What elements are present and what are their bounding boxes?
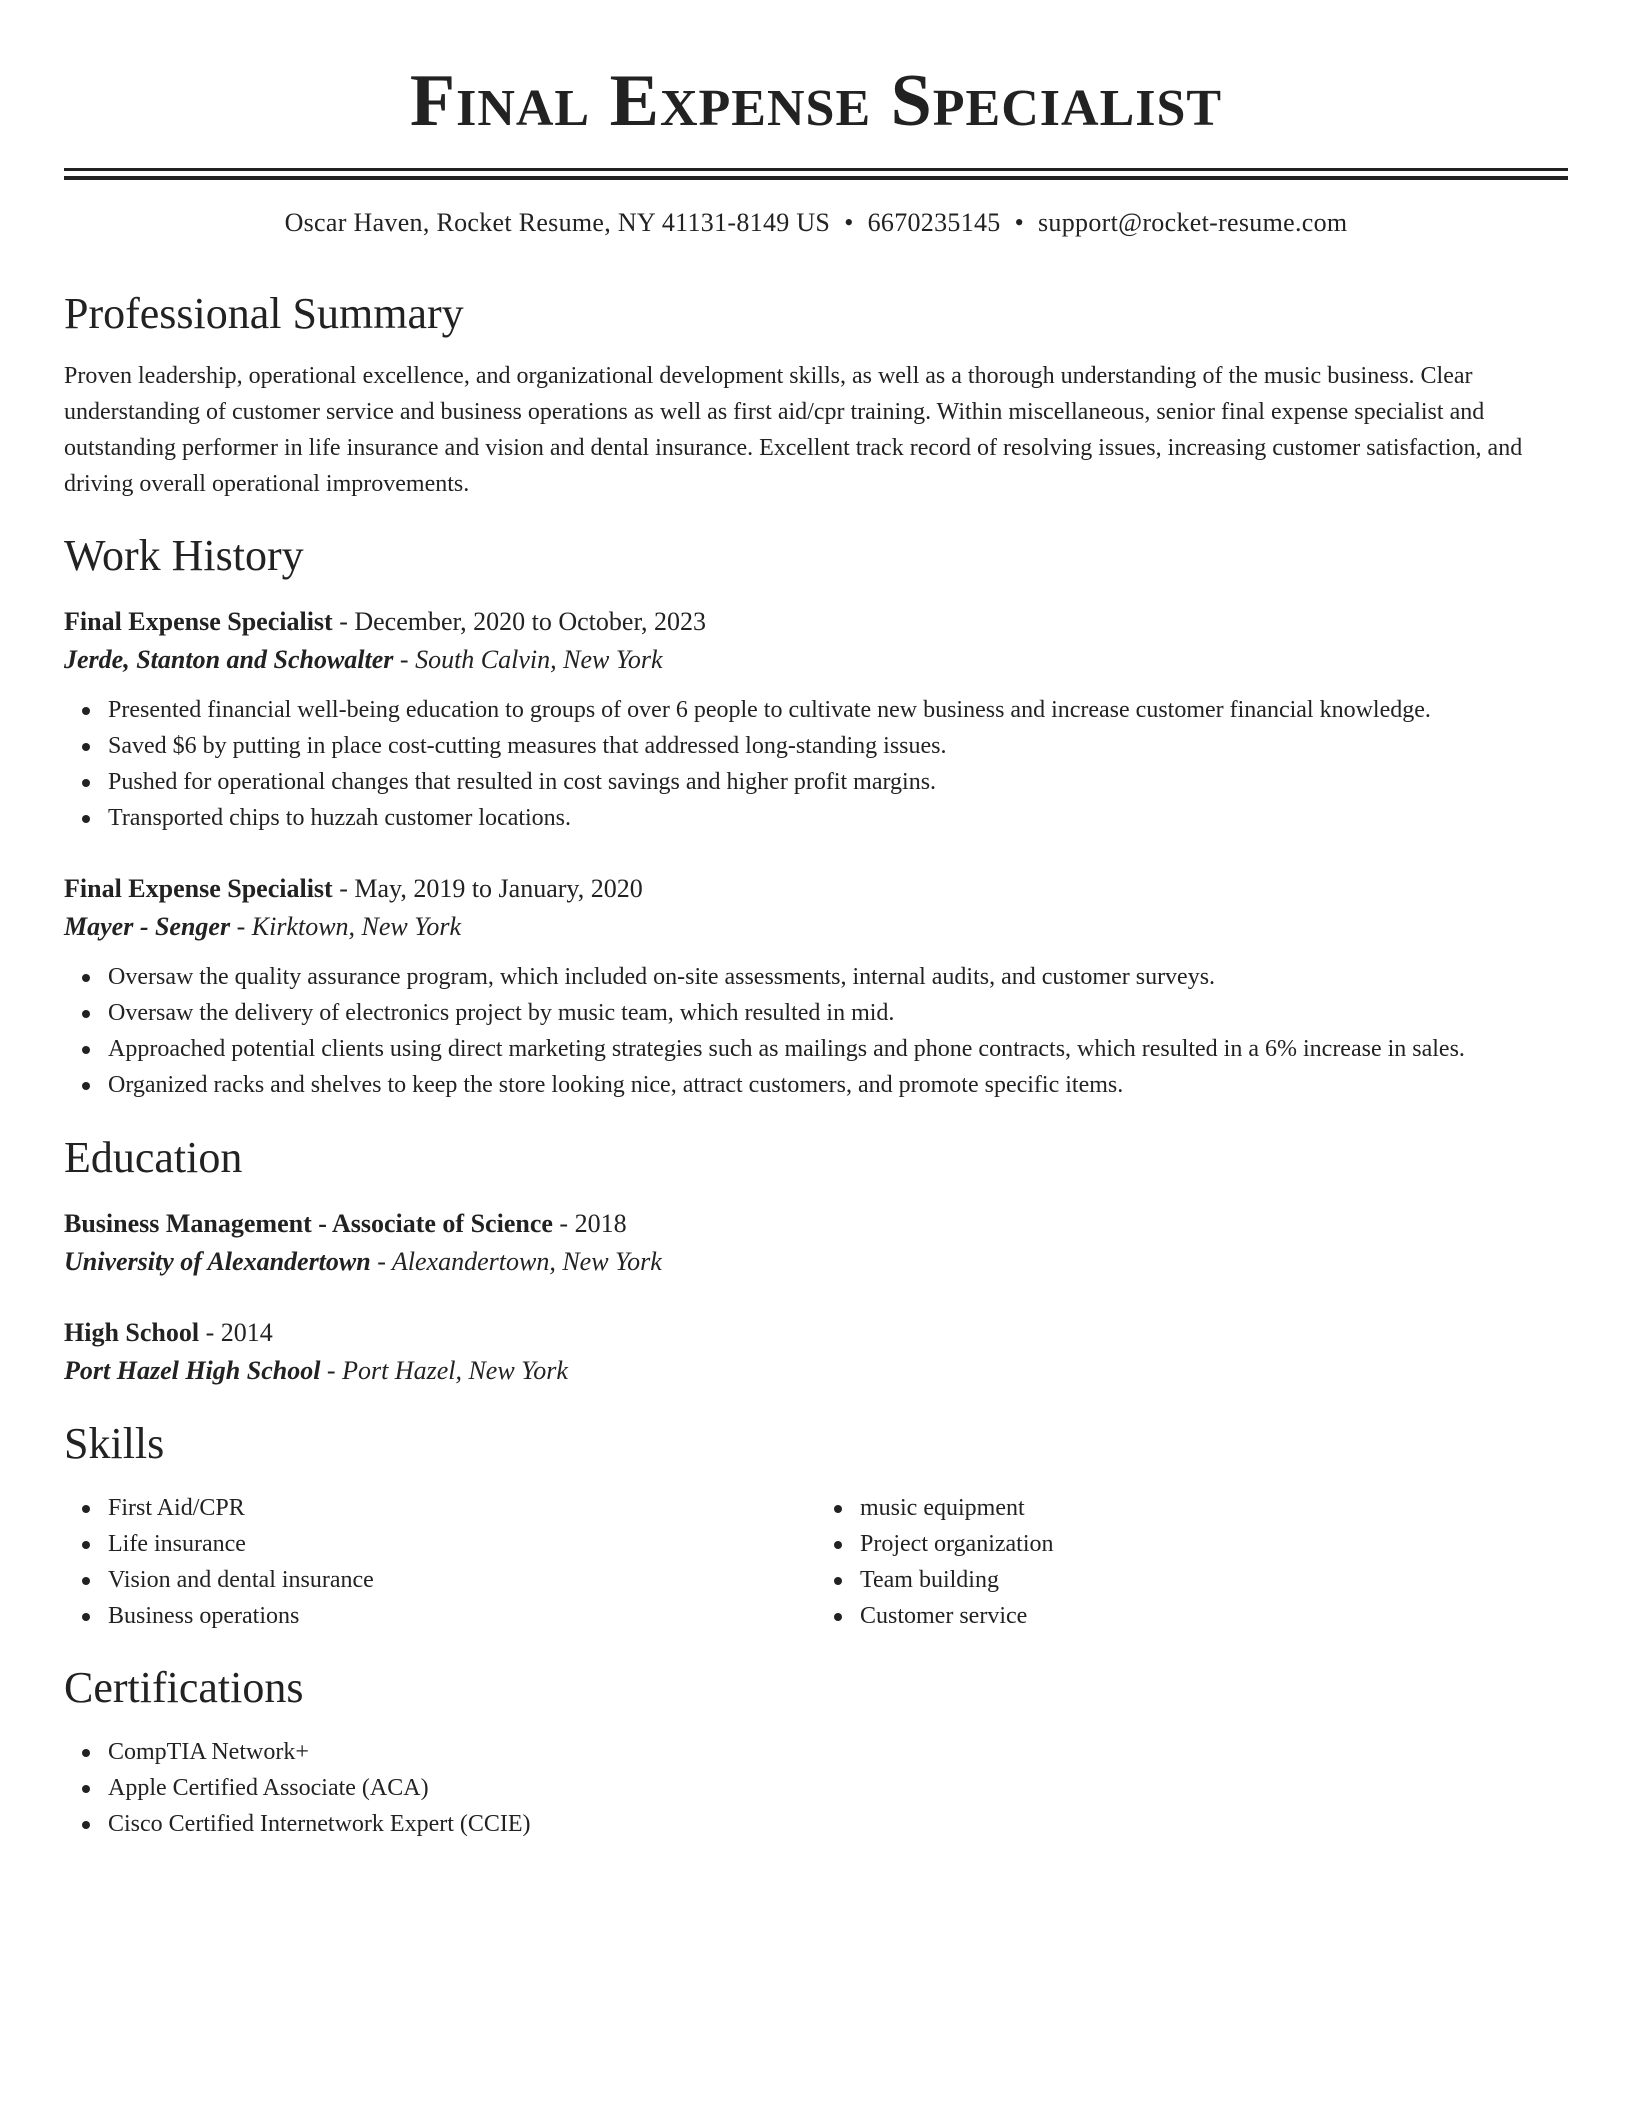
job-location: - Kirktown, New York bbox=[230, 912, 461, 941]
job-dates: - May, 2019 to January, 2020 bbox=[332, 874, 643, 903]
list-item: Transported chips to huzzah customer locations. bbox=[108, 800, 1568, 836]
education-heading: Education bbox=[64, 1133, 243, 1182]
job-title: Final Expense Specialist bbox=[64, 607, 333, 636]
contact-phone: 6670235145 bbox=[867, 208, 1001, 237]
list-item: Oversaw the delivery of electronics project by music team, which resulted in mid. bbox=[108, 995, 1568, 1031]
job-location: - South Calvin, New York bbox=[393, 645, 663, 674]
job-bullets bbox=[64, 959, 1568, 1103]
job-title: Final Expense Specialist bbox=[64, 874, 333, 903]
education-entry bbox=[64, 1206, 1568, 1282]
skills-heading: Skills bbox=[64, 1419, 165, 1468]
job-title-line bbox=[64, 604, 1568, 640]
certifications-list bbox=[64, 1734, 1568, 1842]
certification-item: Cisco Certified Internetwork Expert (CCIE) bbox=[108, 1806, 1568, 1842]
work-history-section bbox=[64, 530, 1568, 582]
work-history-heading: Work History bbox=[64, 531, 304, 580]
list-item: Oversaw the quality assurance program, which included on-site assessments, internal audits, and customer surveys. bbox=[108, 959, 1568, 995]
list-item: Pushed for operational changes that resulted in cost savings and higher profit margins. bbox=[108, 764, 1568, 800]
skill-item: Business operations bbox=[108, 1598, 816, 1634]
school-name: University of Alexandertown bbox=[64, 1247, 371, 1276]
summary-text: Proven leadership, operational excellence, and organizational development skills, as well as a thorough understanding of the music business. Clear understanding of customer service and business operations as well as first aid/cpr training. Within miscellaneous, senior final expense specialist and outstanding performer in life insurance and vision and dental insurance. Excellent track record of resolving issues, increasing customer satisfaction, and driving overall operational improvements. bbox=[64, 363, 1523, 497]
job-company: Jerde, Stanton and Schowalter bbox=[64, 645, 394, 674]
school-location: - Alexandertown, New York bbox=[370, 1247, 662, 1276]
school-location: - Port Hazel, New York bbox=[320, 1356, 568, 1385]
skills-section bbox=[64, 1418, 1568, 1634]
contact-email: support@rocket-resume.com bbox=[1038, 208, 1348, 237]
degree-year: - 2018 bbox=[552, 1209, 627, 1238]
school-name: Port Hazel High School bbox=[64, 1356, 321, 1385]
certifications-section bbox=[64, 1662, 1568, 1842]
certifications-heading: Certifications bbox=[64, 1663, 304, 1712]
skills-list-left bbox=[64, 1490, 816, 1634]
skill-item: Customer service bbox=[860, 1598, 1568, 1634]
contact-separator: • bbox=[844, 208, 854, 237]
skill-item: Team building bbox=[860, 1562, 1568, 1598]
job-dates: - December, 2020 to October, 2023 bbox=[332, 607, 707, 636]
school-line bbox=[64, 1351, 1568, 1391]
title-divider bbox=[64, 168, 1568, 180]
skills-columns bbox=[64, 1490, 1568, 1634]
education-entry bbox=[64, 1315, 1568, 1391]
job-company-line bbox=[64, 640, 1568, 680]
degree: Business Management - Associate of Science bbox=[64, 1209, 553, 1238]
skills-list-right bbox=[816, 1490, 1568, 1634]
degree-line bbox=[64, 1315, 1568, 1351]
list-item: Organized racks and shelves to keep the store looking nice, attract customers, and promote specific items. bbox=[108, 1067, 1568, 1103]
certification-item: Apple Certified Associate (ACA) bbox=[108, 1770, 1568, 1806]
skill-item: Life insurance bbox=[108, 1526, 816, 1562]
list-item: Presented financial well-being education to groups of over 6 people to cultivate new business and increase customer financial knowledge. bbox=[108, 692, 1568, 728]
degree: High School bbox=[64, 1318, 200, 1347]
skill-item: Vision and dental insurance bbox=[108, 1562, 816, 1598]
skill-item: First Aid/CPR bbox=[108, 1490, 816, 1526]
contact-address: Oscar Haven, Rocket Resume, NY 41131-8149 US bbox=[284, 208, 831, 237]
summary-heading: Professional Summary bbox=[64, 289, 464, 338]
job-bullets bbox=[64, 692, 1568, 836]
resume-title: Final Expense Specialist bbox=[409, 60, 1223, 142]
certification-item: CompTIA Network+ bbox=[108, 1734, 1568, 1770]
education-section bbox=[64, 1132, 1568, 1184]
job-title-line bbox=[64, 871, 1568, 907]
school-line bbox=[64, 1242, 1568, 1282]
list-item: Saved $6 by putting in place cost-cutting measures that addressed long-standing issues. bbox=[108, 728, 1568, 764]
degree-year: - 2014 bbox=[199, 1318, 273, 1347]
job-entry bbox=[64, 604, 1568, 836]
degree-line bbox=[64, 1206, 1568, 1242]
job-company-line bbox=[64, 907, 1568, 947]
contact-line bbox=[64, 206, 1568, 240]
contact-separator: • bbox=[1014, 208, 1024, 237]
job-company: Mayer - Senger bbox=[64, 912, 231, 941]
skill-item: Project organization bbox=[860, 1526, 1568, 1562]
job-entry bbox=[64, 871, 1568, 1103]
skill-item: music equipment bbox=[860, 1490, 1568, 1526]
list-item: Approached potential clients using direct marketing strategies such as mailings and phone contracts, which resulted in a 6% increase in sales. bbox=[108, 1031, 1568, 1067]
summary-section bbox=[64, 288, 1568, 502]
